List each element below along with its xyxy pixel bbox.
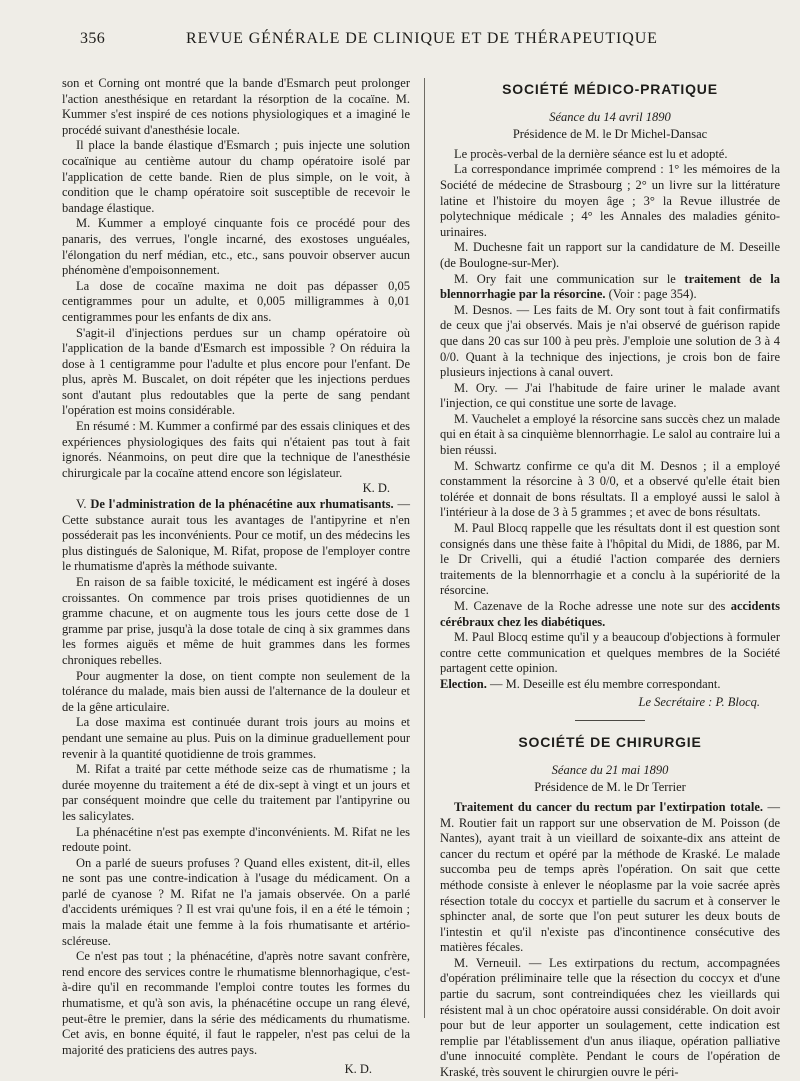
text-run: (Voir : page 354). bbox=[605, 287, 697, 302]
election-label: Election. bbox=[440, 676, 487, 691]
session-date: Séance du 14 avril 1890 bbox=[549, 109, 671, 124]
paragraph: M. Duchesne fait un rapport sur la candidature de M. Deseille (de Boulogne-sur-Mer). bbox=[440, 240, 780, 270]
presidency: Présidence de M. le Dr Terrier bbox=[534, 780, 686, 795]
paragraph: Pour augmenter la dose, on tient compte non seulement de la tolérance du malade, mais bien aussi de l'alternance de la douleur et de la gêne articulaire. bbox=[62, 668, 410, 714]
right-column bbox=[440, 76, 781, 1080]
secretary-signoff: Le Secrétaire : P. Blocq. bbox=[638, 694, 760, 709]
presidency: Présidence de M. le Dr Michel-Dansac bbox=[512, 127, 708, 142]
paragraph: On a parlé de sueurs profuses ? Quand elles existent, dit-il, elles ne sont pas une contre-indication à l'usage du médicament. On a parlé de cyanose ? M. Rifat ne l'a jamais observée. On a parlé d'accidents urémiques ? Il est vrai qu'une fois, il en a été le témoin ; mais la malade était une femme à la fois rhumatisante et artério-scléreuse. bbox=[62, 855, 410, 948]
text-run: — M. Deseille est élu membre correspondant. bbox=[486, 676, 721, 691]
paragraph: M. Desnos. — Les faits de M. Ory sont tout à fait confirmatifs de ceux que j'ai observés. Mais je n'ai observé de guérison rapide que dans 20 cas sur 100 à peu près. J'emploie une solution de 3 à 4 0/0. Quant à la technique des injections, je crois bon de faire plusieurs injections à canal ouvert. bbox=[440, 302, 780, 380]
communication-title: traitement de la blennorrhagie par la résorcine. bbox=[440, 271, 780, 302]
note-title: accidents cérébraux chez les diabétiques. bbox=[440, 599, 780, 629]
paragraph: Le procès-verbal de la dernière séance est lu et adopté. bbox=[454, 146, 728, 161]
society-title: SOCIÉTÉ DE CHIRURGIE bbox=[518, 734, 702, 751]
paragraph: La correspondance imprimée comprend : 1° les mémoires de la Société de médecine de Strasbourg ; 2° un livre sur la littérature latine et l'histoire du moyen âge ; 3° la Revue illustrée de polytechnique médicale ; 4° les Annales des maladies génito-urinaires. bbox=[440, 162, 780, 239]
text-run: M. Ory fait une communication sur le bbox=[454, 271, 685, 286]
author-signature: K. D. bbox=[344, 1062, 372, 1077]
paragraph: Ce n'est pas tout ; la phénacétine, d'après notre savant confrère, rend encore des services contre le rhumatisme blennorhagique, c'est-à-dire qu'il en recommande l'emploi contre toutes les formes du rhumatisme, et qu'à son avis, la phénacétine occupe un rang élevé, peut-être le premier, dans la série des médicaments du rhumatisme. Cet avis, en bonne équité, il faut le rappeler, n'est pas celui de la majorité des praticiens des autres pays. bbox=[62, 949, 410, 1057]
paragraph: La dose maxima est continuée durant trois jours au moins et pendant une semaine au plus. Puis on la diminue graduellement pour revenir à la quantité quotidienne de trois grammes. bbox=[62, 715, 410, 761]
column-divider bbox=[424, 78, 425, 1018]
paragraph bbox=[440, 800, 780, 956]
session-date: Séance du 21 mai 1890 bbox=[551, 762, 669, 777]
paragraph: La phénacétine n'est pas exempte d'inconvénients. M. Rifat ne les redoute point. bbox=[62, 824, 410, 855]
paragraph: M. Verneuil. — Les extirpations du rectum, accompagnées d'opération préliminaire telle que la résection du coccyx et d'une partie du sacrum, sont contreindiquées chez les vieillards qui résistent mal à un choc opératoire aussi considérable. On doit avoir pour but de leur apporter un soulagement, cette indication est remplie par l'établissement d'un anus iliaque, opération palliative d'une innocuité complète. Pendant le cours de l'opération de Kraské, très souvent le chirurgien ouvre le péri- bbox=[440, 955, 780, 1080]
section-text: — Cette substance aurait tous les avantages de l'antipyrine et n'en posséderait pas les inconvénients. Pour ce motif, un des médecins les plus distingués de Salonique, M. Rifat, propose de l'employer contre le rhumatisme d'après la méthode suivante. bbox=[62, 497, 410, 574]
paragraph: M. Paul Blocq estime qu'il y a beaucoup d'objections à formuler contre cette communication et quelques membres de la Société partagent cette opinion. bbox=[440, 630, 780, 676]
section-v-paragraph bbox=[62, 497, 410, 575]
paragraph: M. Schwartz confirme ce qu'a dit M. Desnos ; il a employé constamment la résorcine à 3 0/0, et a observé qu'elle était bien tolérée et donnait de bons résultats. Il a employé aussi le salol à l'intérieur à la dose de 3 à 5 grammes ; et avec de bons résultats. bbox=[440, 458, 780, 520]
journal-title: REVUE GÉNÉRALE DE CLINIQUE ET DE THÉRAPEUTIQUE bbox=[186, 30, 658, 47]
paragraph: La dose de cocaïne maxima ne doit pas dépasser 0,05 centigrammes pour un adulte, et 0,005 milligrammes à 0,01 centigrammes pour les enfants de dix ans. bbox=[62, 278, 410, 324]
paragraph: M. Ory. — J'ai l'habitude de faire uriner le malade avant l'injection, ce qui constitue une sorte de lavage. bbox=[440, 380, 780, 411]
paragraph: M. Rifat a traité par cette méthode seize cas de rhumatisme ; la durée moyenne du traitement a été de dix-sept à vingt et un jours et par conséquent moindre que celle du traitement par l'antipyrine ou les salicylates. bbox=[62, 762, 410, 823]
society-title: SOCIÉTÉ MÉDICO-PRATIQUE bbox=[502, 81, 718, 97]
author-signature: K. D. bbox=[362, 481, 390, 496]
text-run: — M. Routier fait un rapport sur une observation de M. Poisson (de Nantes), ayant trait à un vieillard de soixante-dix ans atteint de cancer du rectum et opéré par la méthode de Kraské. Le malade succomba peu de temps après l'opération. On sait que cette méthode consiste à enlever le néoplasme par la voie sacrée après résection totale du coccyx et partielle du sacrum et à conserver le sphincter anal, de sorte que l'on peut suturer les deux bouts de l'intestin et qu'il n'existe pas d'incontinence consécutive des matières fécales. bbox=[440, 799, 781, 955]
text-run: M. Cazenave de la Roche adresse une note sur des bbox=[454, 599, 731, 613]
paragraph: M. Kummer a employé cinquante fois ce procédé pour des panaris, des verrues, l'ongle incarné, des exostoses unguéales, l'élongation du nerf médian, etc., etc., sans pouvoir observer aucun phénomène d'empoisonnement. bbox=[62, 216, 410, 278]
left-column bbox=[62, 76, 410, 1077]
paragraph: M. Vauchelet a employé la résorcine sans succès chez un malade qui en était à sa cinquième blennorrhagie. Le salol au contraire lui a bien réussi. bbox=[440, 411, 780, 458]
paragraph: En raison de sa faible toxicité, le médicament est ingéré à doses croissantes. On commence par trois prises quotidiennes de un gramme chacune, et on augmente tous les jours cette dose de 1 gramme par prise, jusqu'à la dose totale de cinq à six grammes dans les formes aiguës et même de huit grammes dans les formes chroniques rebelles. bbox=[62, 575, 410, 667]
page-number: 356 bbox=[80, 30, 106, 47]
paragraph: En résumé : M. Kummer a confirmé par des essais cliniques et des expériences physiologiques des faits qui n'étaient pas tout à fait ignorés. Néanmoins, on peut dire que la technique de l'anesthésie chirurgicale par la cocaïne attend encore son législateur. bbox=[62, 419, 410, 480]
paragraph bbox=[440, 272, 780, 303]
section-heading: De l'administration de la phénacétine aux rhumatisants. bbox=[90, 497, 394, 512]
paragraph: son et Corning ont montré que la bande d'Esmarch peut prolonger l'action anesthésique en retardant la résorption de la cocaïne. M. Kummer s'est inspiré de ces notions physiologiques et a imaginé le procédé suivant d'anesthésie locale. bbox=[62, 76, 410, 137]
paragraph: S'agit-il d'injections perdues sur un champ opératoire où l'application de la bande d'Esmarch est impossible ? On réduira la dose à 1 centigramme pour l'adulte et plus encore pour l'enfant. De plus, après M. Buscalet, on doit répéter que les injections perdues sont d'autant plus redoutables que la perte de sang pendant l'opération est moins considérable. bbox=[62, 325, 410, 418]
paragraph: Il place la bande élastique d'Esmarch ; puis injecte une solution cocaïnique au centième autour du champ opératoire isolé par l'application de cette bande. Rien de plus simple, on le voit, à condition que le champ opératoire soit susceptible de recevoir le bandage élastique. bbox=[62, 138, 410, 215]
report-title: Traitement du cancer du rectum par l'extirpation totale. bbox=[454, 799, 764, 814]
paragraph bbox=[440, 677, 780, 693]
paragraph bbox=[440, 599, 780, 630]
section-number: V. bbox=[76, 497, 87, 512]
running-head bbox=[68, 28, 758, 50]
section-rule bbox=[575, 720, 645, 721]
paragraph: M. Paul Blocq rappelle que les résultats dont il est question sont consignés dans une thèse faite à l'hôpital du Midi, de 1886, par M. le Dr Crivelli, qui a étudié l'action comparée des derniers traitements de la blennorrhagie et a conclu à la supériorité de la résorcine. bbox=[440, 521, 780, 598]
